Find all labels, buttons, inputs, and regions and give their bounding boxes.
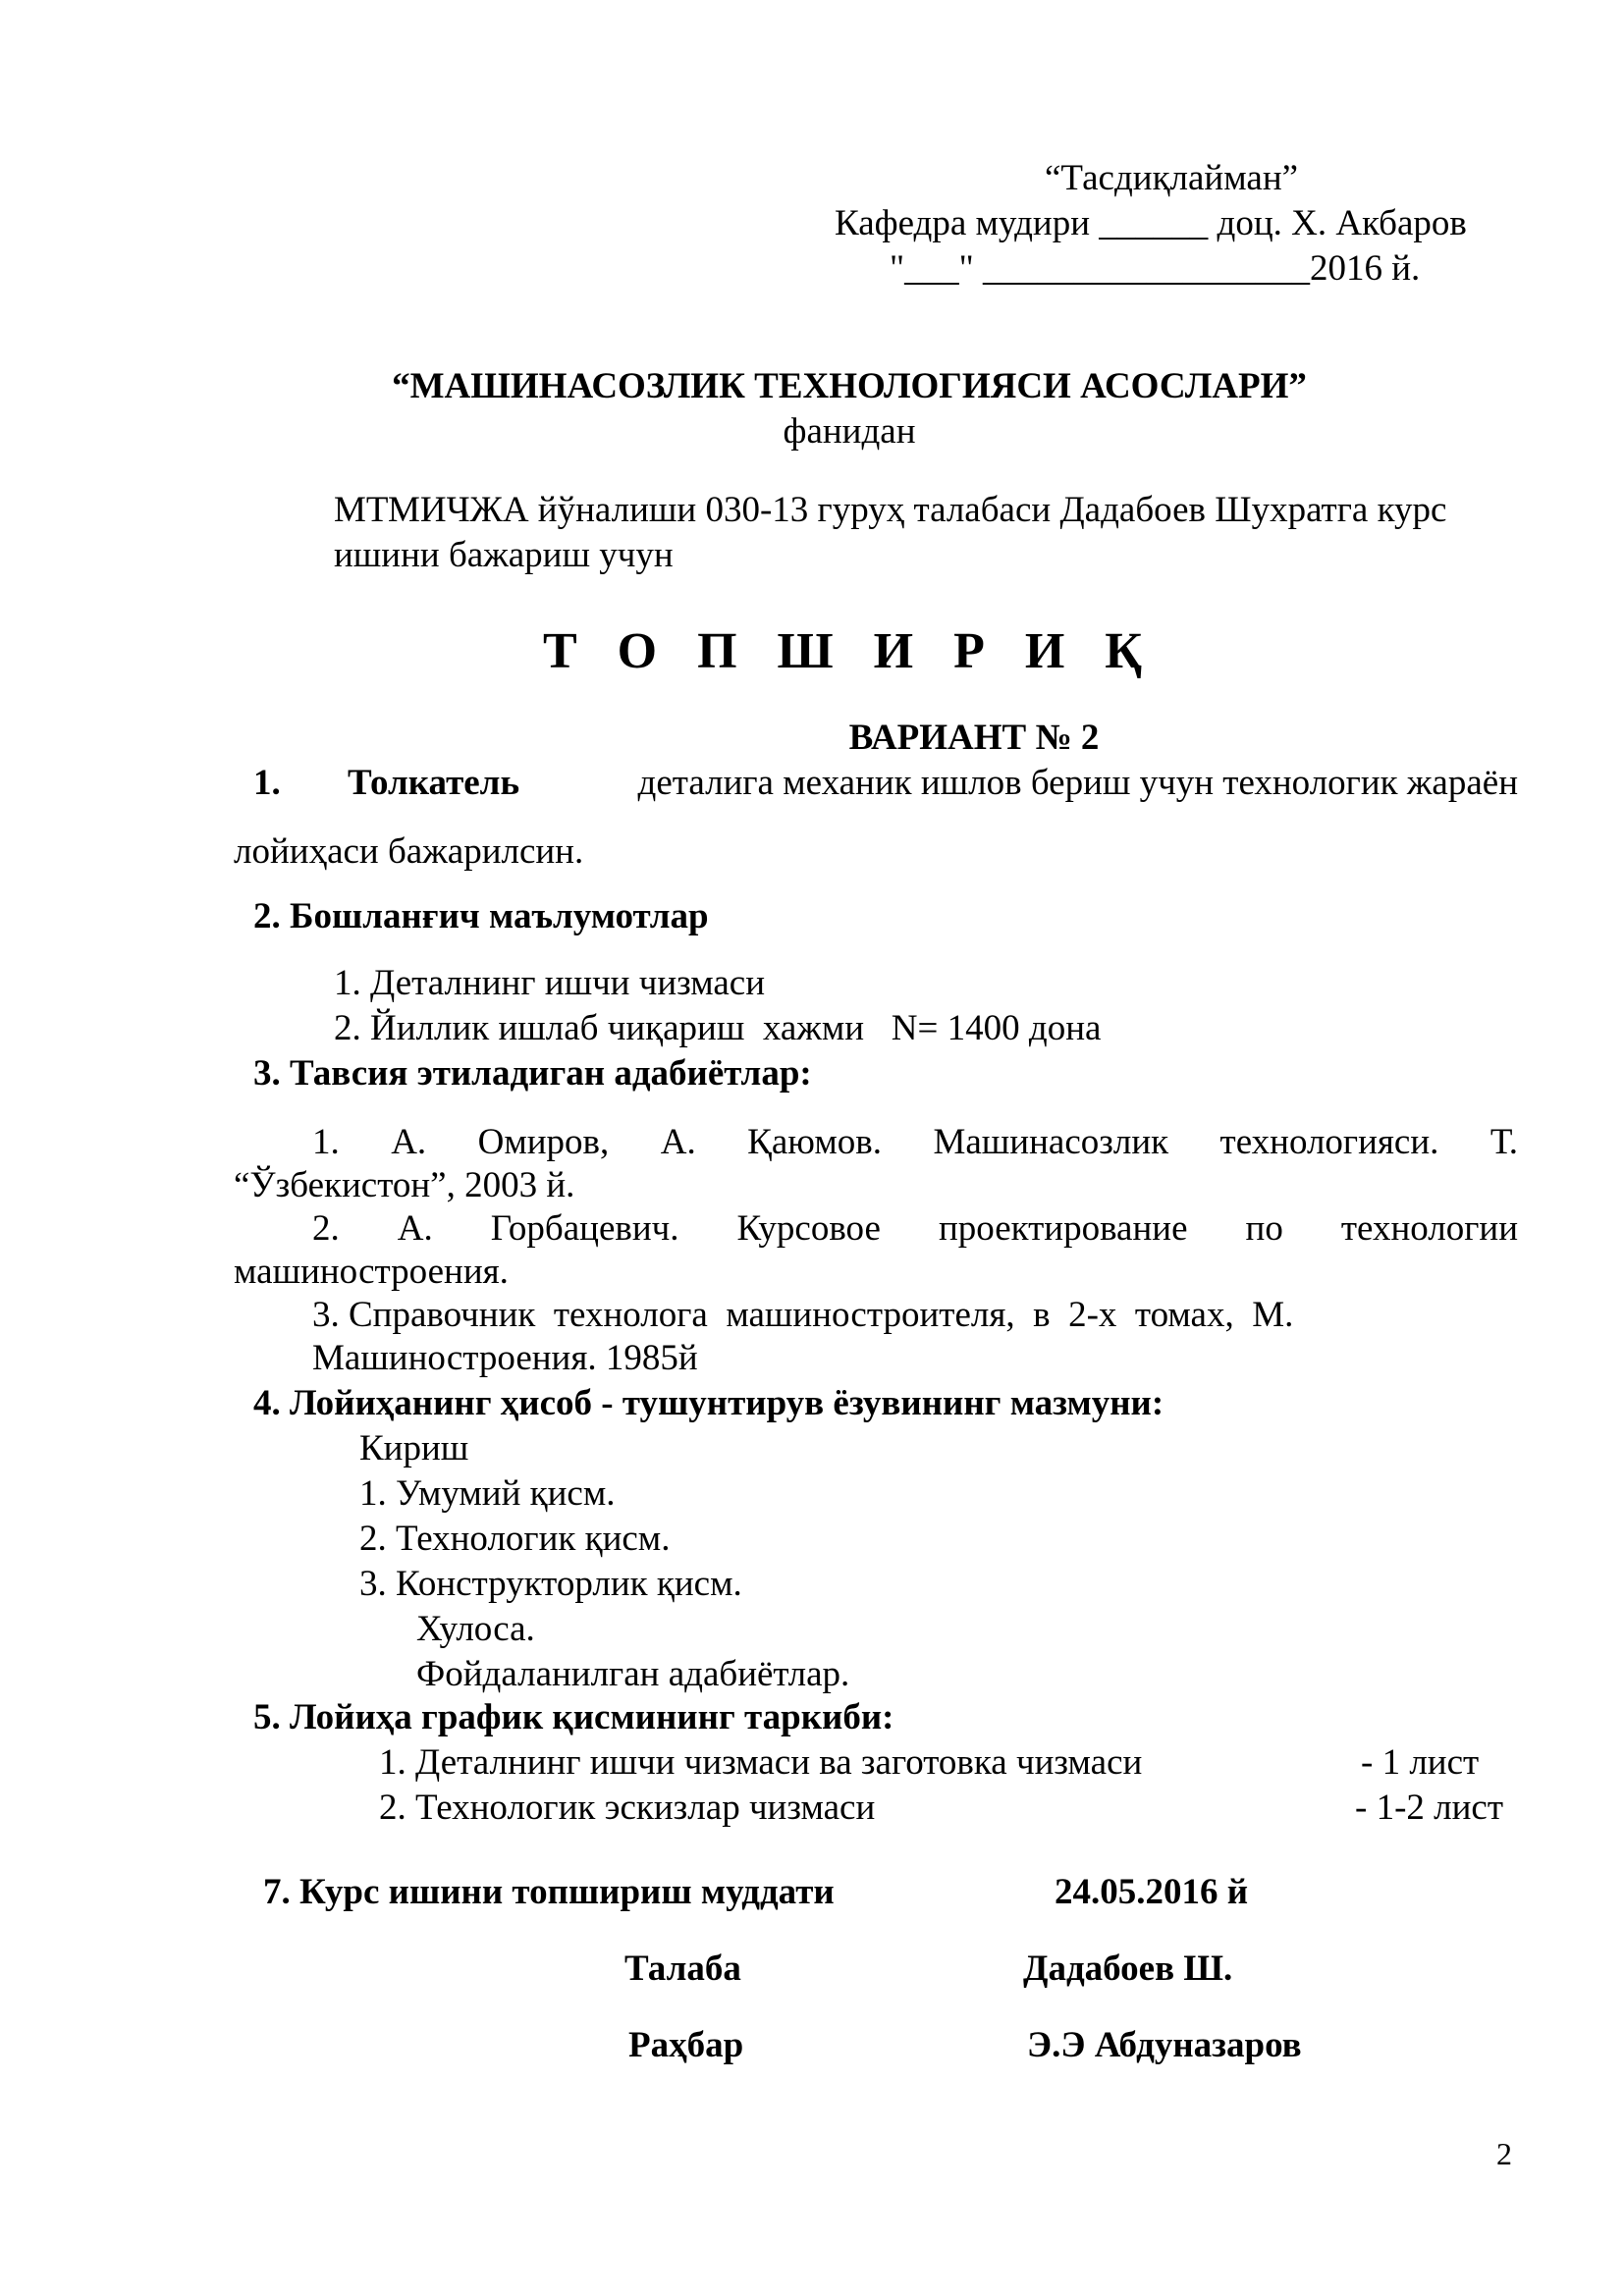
section4-heading: 4. Лойиҳанинг ҳисоб - тушунтирув ёзувининг мазмуни: [253, 1383, 1164, 1423]
subject-suffix: фанидан [783, 411, 916, 452]
intro-line-2: ишини бажариш учун [334, 535, 674, 575]
contents-item: 2. Технологик қисм. [359, 1519, 671, 1559]
section5-heading: 5. Лойиҳа график қисмининг таркиби: [253, 1697, 894, 1737]
page-number: 2 [1496, 2136, 1512, 2171]
deadline-date: 24.05.2016 й [1055, 1872, 1249, 1912]
section1-rest: деталига механик ишлов бериш учун технологик жараён [637, 763, 1518, 803]
reference-3-line2: Машиностроения. 1985й [312, 1338, 698, 1378]
approval-date-line: "___" __________________2016 й. [890, 248, 1421, 289]
subject-name: “МАШИНАСОЗЛИК ТЕХНОЛОГИЯСИ АСОСЛАРИ” [392, 366, 1307, 406]
reference-3-line1: 3. Справочник технолога машиностроителя, в 2-х томах, М. [312, 1295, 1294, 1335]
deadline-label: 7. Курс ишини топшириш муддати [263, 1872, 835, 1912]
graphic-part-sheets: - 1-2 лист [1355, 1788, 1503, 1828]
graphic-part-sheets: - 1 лист [1361, 1742, 1480, 1783]
contents-item: Кириш [359, 1428, 469, 1468]
section1-line1 [348, 762, 1518, 805]
contents-item: 3. Конструкторлик қисм. [359, 1564, 742, 1604]
approval-title: “Тасдиқлайман” [1045, 158, 1299, 198]
graphic-part-label: 1. Деталнинг ишчи чизмаси ва заготовка чизмаси [379, 1742, 1143, 1783]
section1-number: 1. [253, 763, 281, 803]
graphic-part-label: 2. Технологик эскизлар чизмаси [379, 1788, 876, 1828]
section3-heading: 3. Тавсия этиладиган адабиётлар: [253, 1053, 812, 1094]
reference-2-line1: 2. А. Горбацевич. Курсовое проектирование по технологии [312, 1208, 1518, 1249]
reference-2-line2: машиностроения. [234, 1252, 509, 1292]
document-title: Т О П Ш И Р И Қ [542, 623, 1157, 679]
contents-sub-item: Хулоса. [416, 1609, 535, 1649]
signature-name: Дадабоев Ш. [1023, 1949, 1233, 1989]
contents-item: 1. Умумий қисм. [359, 1473, 616, 1514]
section2-item-1: 1. Деталнинг ишчи чизмаси [334, 963, 766, 1003]
intro-line-1: МТМИЧЖА йўналиши 030-13 гуруҳ талабаси Дадабоев Шухратга курс [334, 490, 1447, 530]
contents-sub-item: Фойдаланилган адабиётлар. [416, 1654, 850, 1694]
section1-line2: лойиҳаси бажарилсин. [234, 831, 584, 872]
section2-heading: 2. Бошланғич маълумотлар [253, 896, 709, 936]
signature-name: Э.Э Абдуназаров [1027, 2025, 1302, 2065]
section1-bold-word: Толкатель [348, 763, 520, 803]
reference-1-line2: “Ўзбекистон”, 2003 й. [234, 1165, 575, 1205]
variant-heading: ВАРИАНТ № 2 [848, 718, 1100, 758]
signature-role: Талаба [624, 1949, 741, 1989]
signature-role: Раҳбар [628, 2025, 744, 2065]
section2-item-2: 2. Йиллик ишлаб чиқариш хажми N= 1400 дона [334, 1008, 1102, 1048]
reference-1-line1: 1. А. Омиров, А. Қаюмов. Машинасозлик технологияси. Т. [312, 1122, 1518, 1162]
approval-head-line: Кафедра мудири ______ доц. Х. Акбаров [835, 203, 1467, 243]
